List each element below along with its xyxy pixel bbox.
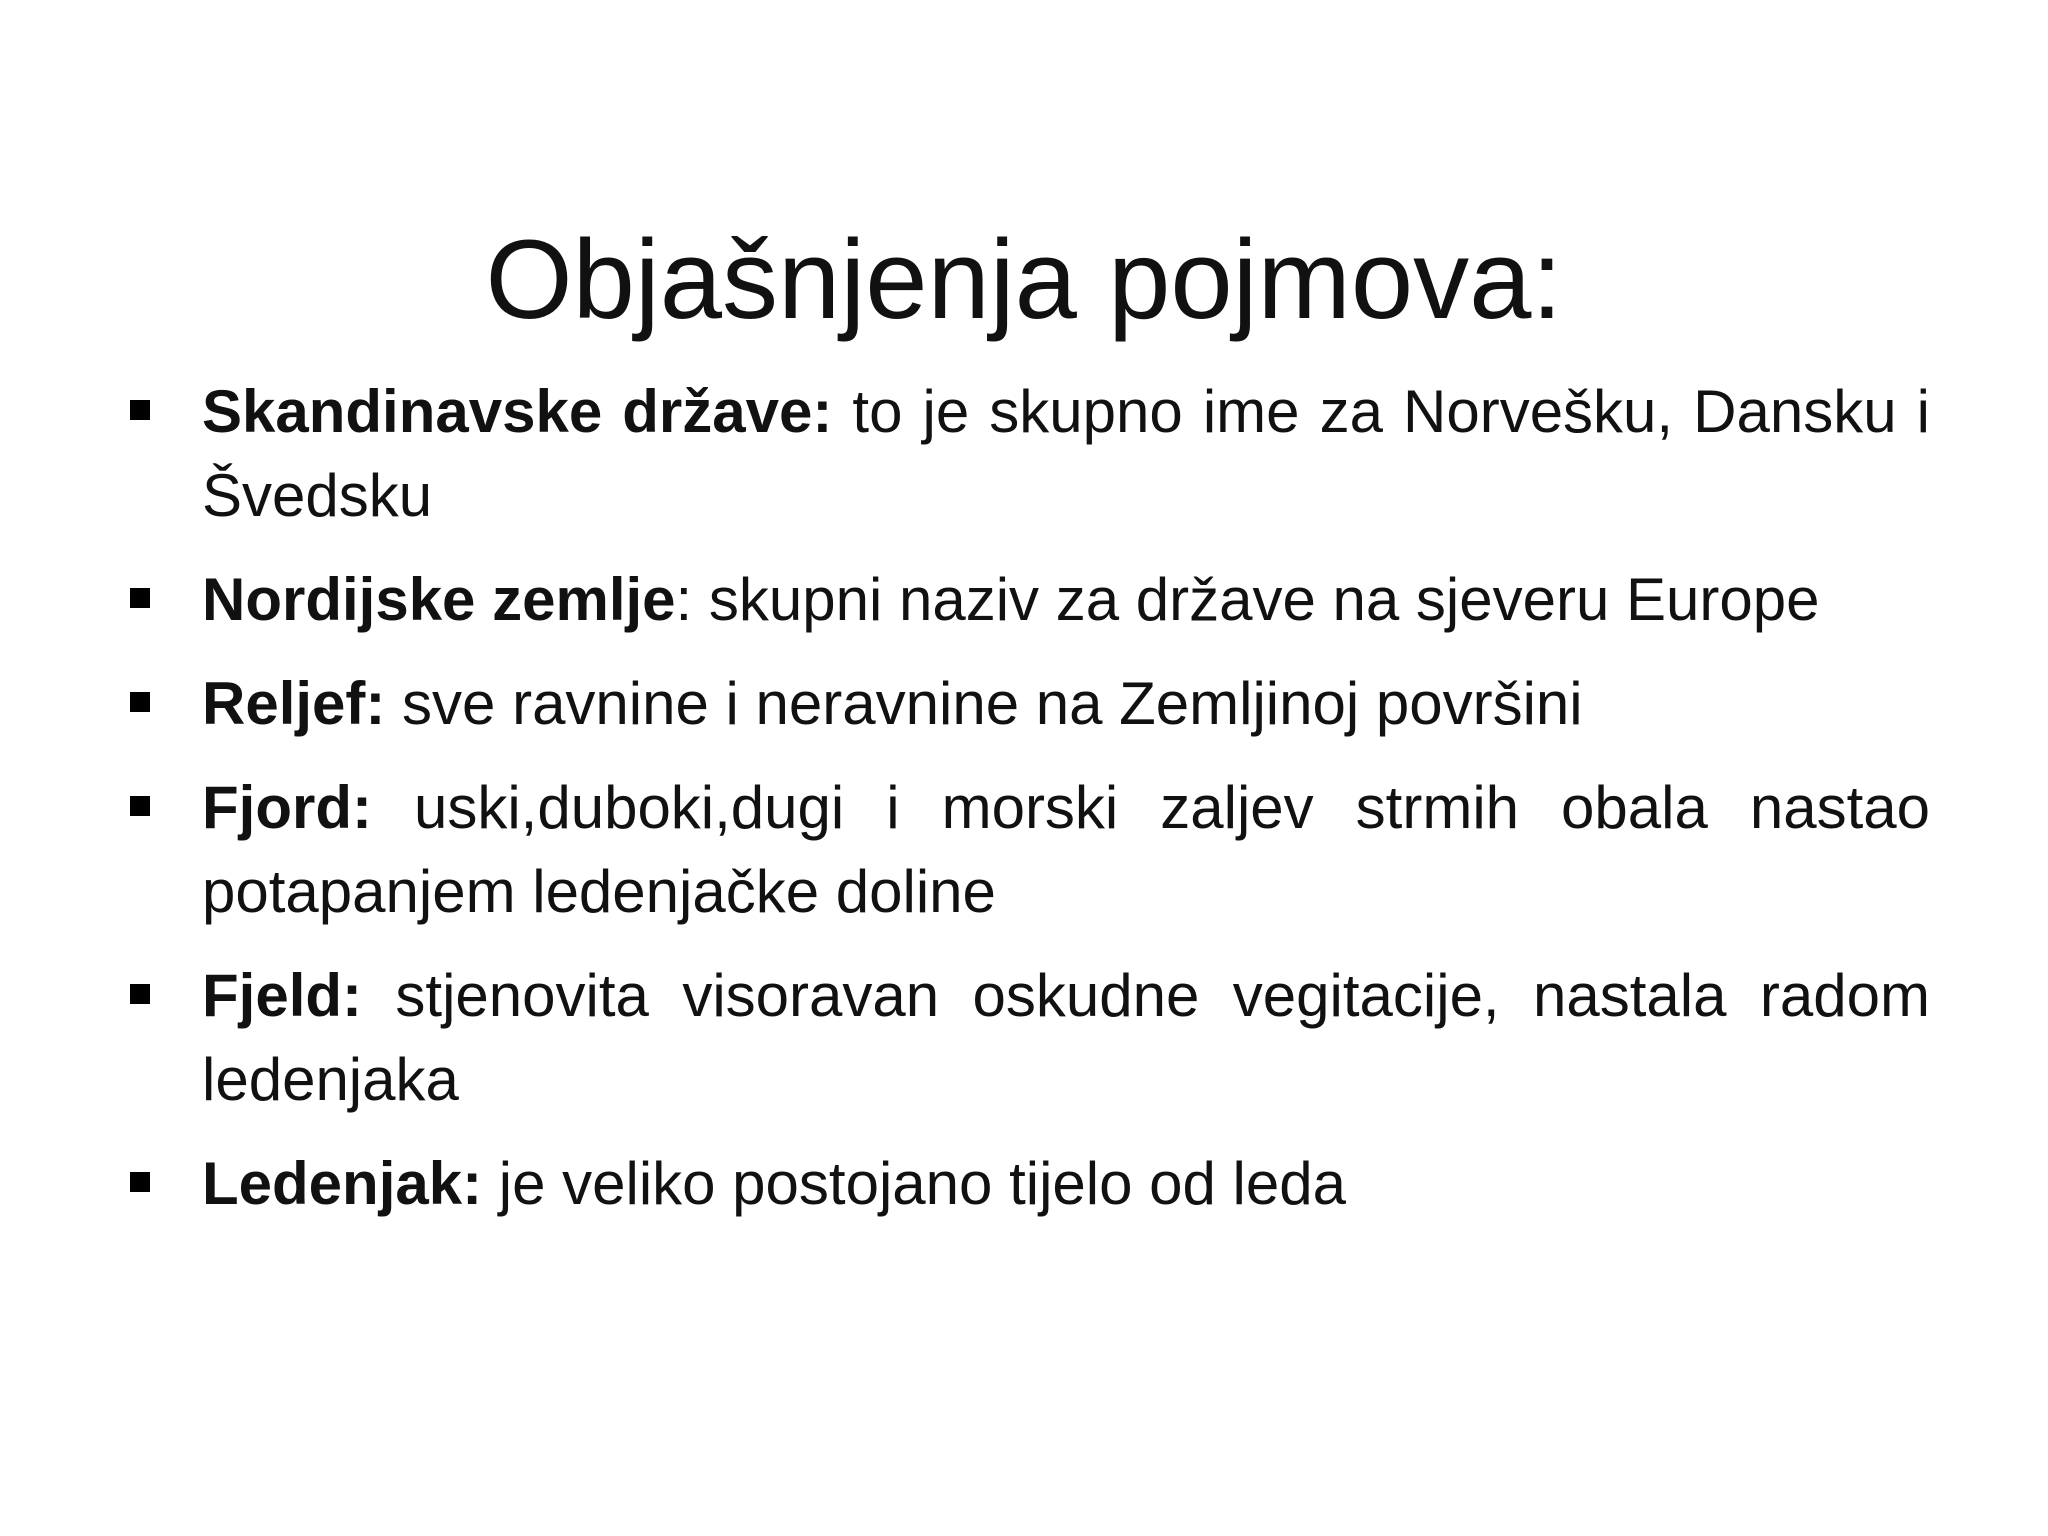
definition: stjenovita visoravan oskudne vegitacije, nastala radom ledenjaka <box>202 962 1930 1113</box>
square-bullet-icon <box>130 588 150 608</box>
list-item <box>130 558 1930 642</box>
term: Nordijske zemlje <box>202 566 676 633</box>
term: Fjeld: <box>202 962 362 1029</box>
square-bullet-icon <box>130 1172 150 1192</box>
square-bullet-icon <box>130 692 150 712</box>
list-item <box>130 954 1930 1122</box>
term: Ledenjak: <box>202 1150 483 1217</box>
list-item <box>130 370 1930 538</box>
definition: sve ravnine i neravnine na Zemljinoj površini <box>385 670 1583 737</box>
definition: : skupni naziv za države na sjeveru Europe <box>675 566 1820 633</box>
definition: to je skupno ime za Norvešku, Dansku i Švedsku <box>202 378 1930 529</box>
definition: je veliko postojano tijelo od leda <box>482 1150 1346 1217</box>
term: Reljef: <box>202 670 386 737</box>
square-bullet-icon <box>130 796 150 816</box>
term: Skandinavske države: <box>202 378 833 445</box>
slide-title: Objašnjenja pojmova: <box>485 217 1563 343</box>
definition: uski,duboki,dugi i morski zaljev strmih obala nastao potapanjem ledenjačke doline <box>202 774 1930 925</box>
square-bullet-icon <box>130 400 150 420</box>
list-item <box>130 766 1930 934</box>
list-item <box>130 1142 1930 1226</box>
square-bullet-icon <box>130 984 150 1004</box>
definition-list <box>130 370 1930 1246</box>
list-item <box>130 662 1930 746</box>
term: Fjord: <box>202 774 372 841</box>
